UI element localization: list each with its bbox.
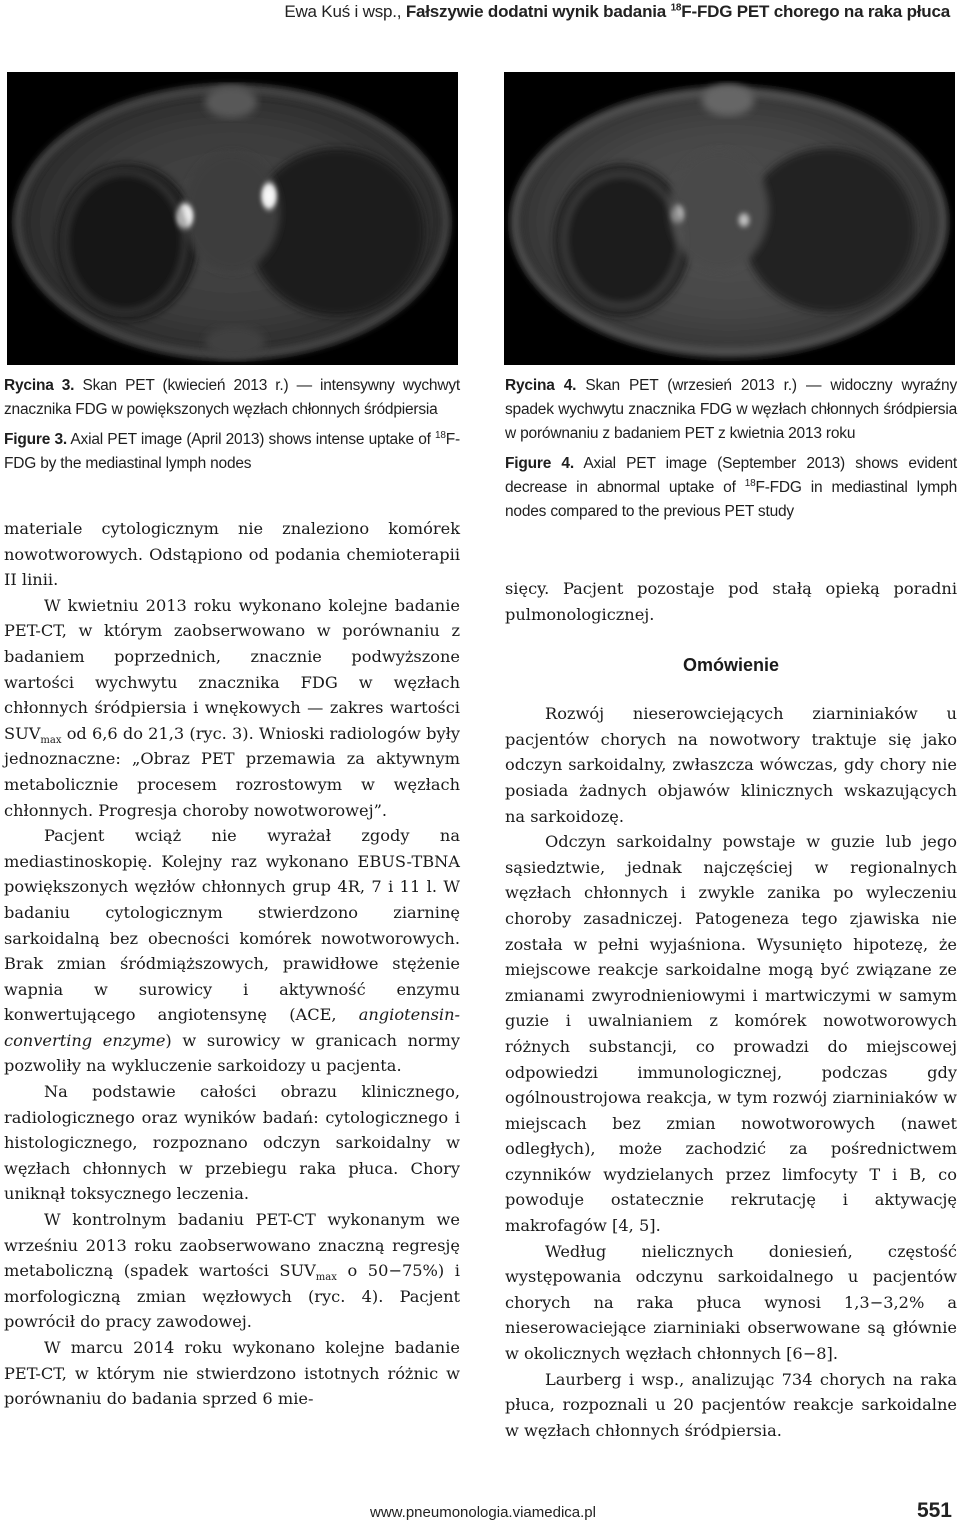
header-authors: Ewa Kuś i wsp. [284, 2, 397, 21]
paragraph: Odczyn sarkoidalny powstaje w guzie lub jego sąsiedztwie, jednak najczęściej w regionalnych węzłach chłonnych i zwykle zanika po wyleczeniu choroby zasadniczej. Patogeneza tego zjawiska nie została w pełni wyjaśniona. Wysunięto hipotezę, że miejscowe reakcje sarkoidalne mogą być związane ze zmianami zwyrodnieniowymi i martwiczymi w samym guzie i uwalnianiem z komórek nowotworowych różnych substancji, co prowadzi do miejscowej odpowiedzi immunologicznej, podczas gdy ogólnoustrojowa reakcja, w tym rozwój ziarniniaków w miejscach bez zmian nowotworowych (nawet odległych), może zachodzić za pośrednictwem czynników wydzielanych przez limfocyty T i B, co powoduje ostatecznie rekrutację i aktywację makrofagów [4, 5]. [505, 832, 957, 1236]
paragraph: sięcy. Pacjent pozostaje pod stałą opieką poradni pulmonologicznej. [505, 579, 957, 624]
paragraph: Według nielicznych doniesień, częstość występowania odczynu sarkoidalnego u pacjentów chorych na raka płuca wynosi 1,3−3,2% a nieserowaciejące ziarniniaki obserwowane są głównie w okolicznych węzłach chłonnych [6−8]. [505, 1241, 957, 1364]
journal-url[interactable]: www.pneumonologia.viamedica.pl [370, 1504, 596, 1521]
left-text-column [4, 516, 460, 1412]
paragraph: W kwietniu 2013 roku wykonano kolejne badanie PET-CT, w którym zaobserwowano w porównaniu z badaniem poprzednich, znacznie podwyższone wartości wychwytu znacznika FDG w węzłach chłonnych śródpiersia i wnękowych — zakres wartości $SUV_{max}$ od 6,6 do 21,3 (ryc. 3). Wnioski radiologów były jednoznaczne: „Obraz PET przemawia za aktywnym metabolicznie procesem rozrostowym w węzłach chłonnych. Progresja choroby nowotworowej”. [4, 595, 460, 820]
paragraph: materiale cytologicznym nie znaleziono komórek nowotworowych. Odstąpiono od podania chemioterapii II linii. [4, 519, 460, 590]
running-header: Ewa Kuś i wsp., Fałszywie dodatni wynik badania $^{18}$F-FDG PET chorego na raka płuca [284, 2, 950, 21]
pet-scan-september-image [504, 72, 955, 365]
paragraph: W kontrolnym badaniu PET-CT wykonanym we wrześniu 2013 roku zaobserwowano znaczną regresję metaboliczną (spadek wartości $SUV_{max}$ o 50−75%) i morfologiczną zmian węzłowych (ryc. 4). Pacjent powrócił do pracy zawodowej. [4, 1210, 460, 1332]
figure-4-caption-pl: Rycina 4. Skan PET (wrzesień 2013 r.) — widoczny wyraźny spadek wychwytu znacznika FDG w węzłach chłonnych śródpiersia w porównaniu z badaniem PET z kwietnia 2013 roku [505, 377, 958, 442]
section-heading: Omówienie [682, 655, 780, 676]
page-number: 551 [916, 1499, 952, 1522]
figure-4-caption-en: Figure 4. Axial PET image (September 2013) shows evident decrease in abnormal uptake of $^{18}$F-FDG in mediastinal lymph nodes compared to the previous PET study [505, 455, 957, 520]
paragraph: W marcu 2014 roku wykonano kolejne badanie PET-CT, w którym nie stwierdzono istotnych różnic w porównaniu do badania sprzed 6 mie- [4, 1338, 460, 1409]
pet-scan-april-image [7, 72, 458, 365]
figure-3-caption [4, 374, 460, 482]
paragraph: Na podstawie całości obrazu klinicznego, radiologicznego oraz wyników badań: cytologicznego i histologicznego, rozpoznano odczyn sarkoidalny w węzłach chłonnych w przebiegu raka płuca. Chory uniknął toksycznego leczenia. [4, 1082, 460, 1204]
figure-4-caption [505, 374, 957, 530]
paragraph: Rozwój nieserowciejących ziarniniaków u pacjentów chorych na nowotwory traktuje się jako odczyn sarkoidalny, zwłaszcza wówczas, gdy chory nie posiada żadnych objawów klinicznych wskazujących na sarkoidozę. [505, 704, 957, 826]
paragraph: Pacjent wciąż nie wyrażał zgody na mediastinoskopię. Kolejny raz wykonano EBUS-TBNA powiększonych węzłów chłonnych grup 4R, 7 i 11 l. W badaniu cytologicznym stwierdzono ziarninę sarkoidalną bez obecności komórek nowotworowych. Brak zmian śródmiąższowych, prawidłowe stężenie wapnia w surowicy i aktywność enzymu konwertującego angiotensynę (ACE, angiotensin-converting enzyme) w surowicy w granicach normy pozwoliły na wykluczenie sarkoidozy u pacjenta. [4, 826, 460, 1076]
figure-3-caption-pl: Rycina 3. Skan PET (kwiecień 2013 r.) — intensywny wychwyt znacznika FDG w powiększonych węzłach chłonnych śródpiersia [4, 377, 460, 418]
figure-3-caption-en: Figure 3. Axial PET image (April 2013) shows intense uptake of $^{18}$F-FDG by the mediastinal lymph nodes [4, 429, 461, 472]
paragraph: Laurberg i wsp., analizując 734 chorych na raka płuca, rozpoznali u 20 pacjentów reakcje sarkoidalne w węzłach chłonnych śródpiersia. [505, 1369, 957, 1440]
header-title: Fałszywie dodatni wynik badania $^{18}$F-FDG PET chorego na raka płuca [405, 2, 950, 21]
right-text-column [505, 576, 957, 1443]
